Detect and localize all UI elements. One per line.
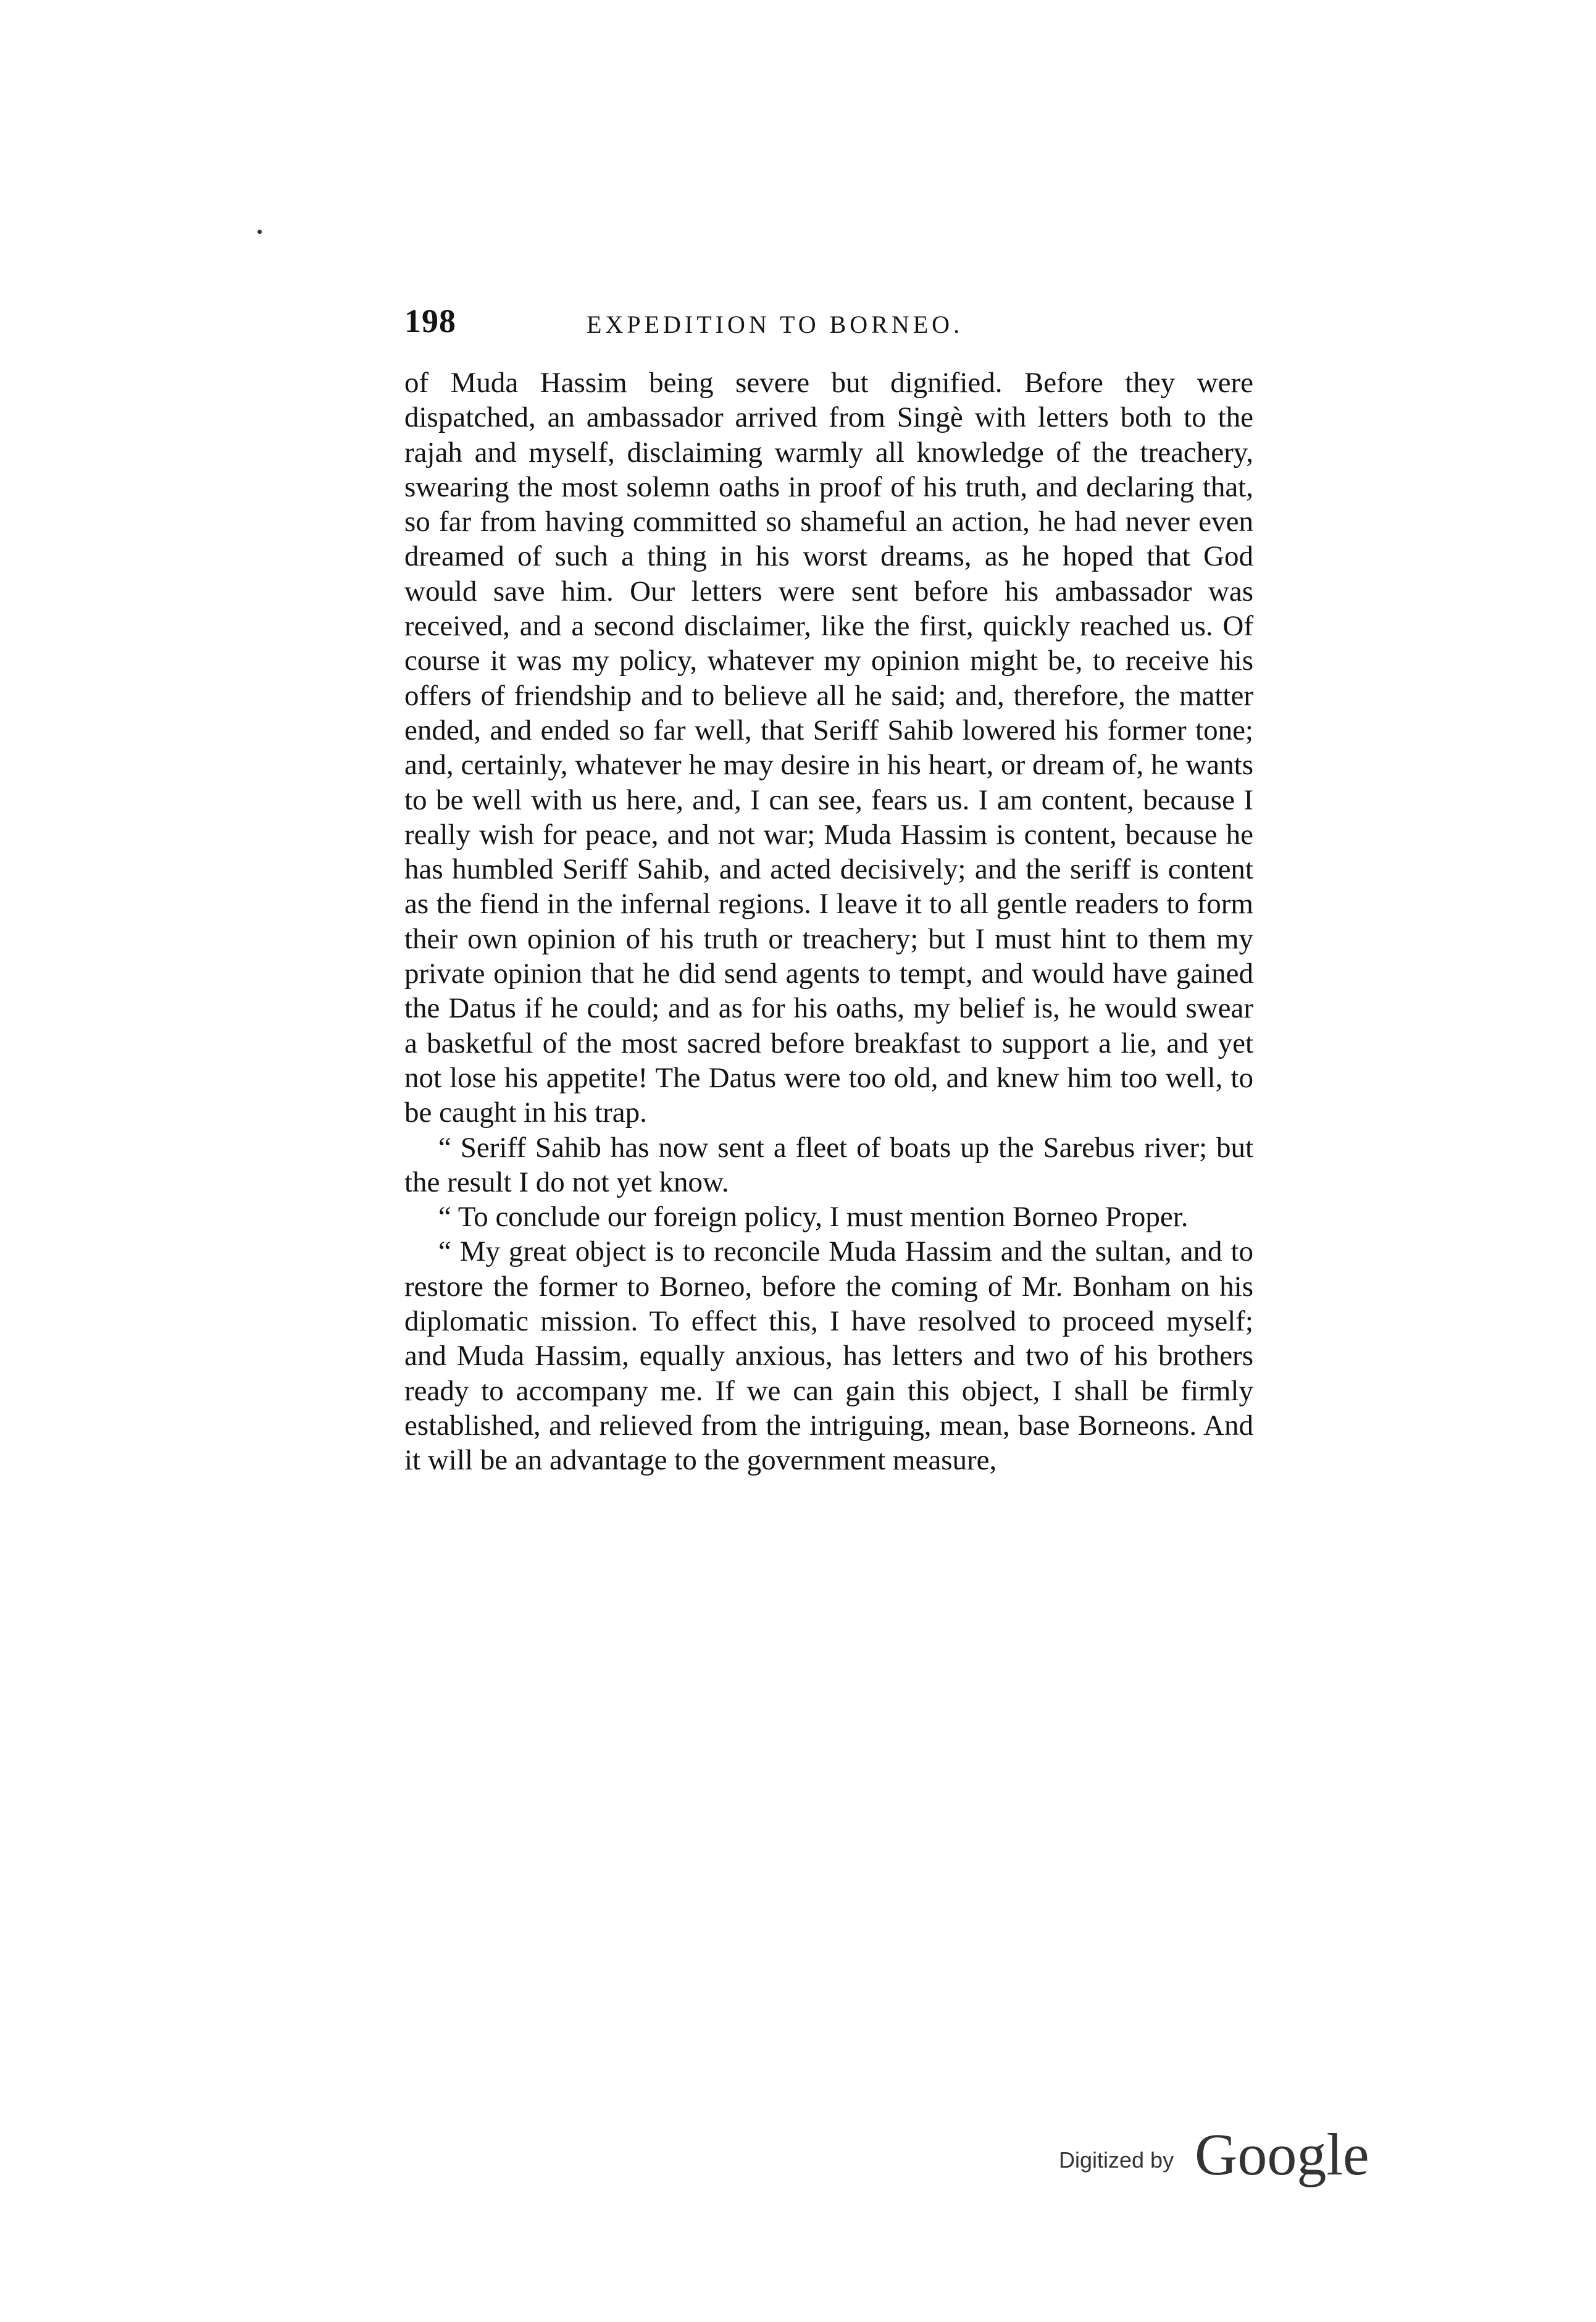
paragraph: “ To conclude our foreign policy, I must mention Borneo Proper. — [438, 1201, 1189, 1234]
page-number: 198 — [404, 303, 456, 340]
paragraph: “ Seriff Sahib has now sent a fleet of boats up the Sarebus river; but the result I do not yet know. — [404, 1131, 1253, 1198]
body-text — [404, 365, 1253, 1478]
google-logo: Google — [1195, 2121, 1369, 2187]
paragraph: of Muda Hassim being severe but dignified. Before they were dispatched, an ambassador arrived from Singè with letters both to the rajah and myself, disclaiming warmly all knowledge of the treachery, swearing the most solemn oaths in proof of his truth, and declaring that, so far from having committed so shameful an action, he had never even dreamed of such a thing in his worst dreams, as he hoped that God would save him. Our letters were sent before his ambassador was received, and a second disclaimer, like the first, quickly reached us. Of course it was my policy, whatever my opinion might be, to receive his offers of friendship and to believe all he said; and, therefore, the matter ended, and ended so far well, that Seriff Sahib lowered his former tone; and, certainly, whatever he may desire in his heart, or dream of, he wants to be well with us here, and, I can see, fears us. I am content, because I really wish for peace, and not war; Muda Hassim is content, because he has humbled Seriff Sahib, and acted decisively; and the seriff is content as the fiend in the infernal regions. I leave it to all gentle readers to form their own opinion of his truth or treachery; but I must hint to them my private opinion that he did send agents to tempt, and would have gained the Datus if he could; and as for his oaths, my belief is, he would swear a basketful of the most sacred before breakfast to support a lie, and yet not lose his appetite! The Datus were too old, and knew him too well, to be caught in his trap. — [404, 367, 1253, 1129]
scan-speck — [257, 230, 262, 234]
digitized-by-label: Digitized by — [1059, 2147, 1174, 2173]
paragraph: “ My great object is to reconcile Muda Hassim and the sultan, and to restore the former to Borneo, before the coming of Mr. Bonham on his diplomatic mission. To effect this, I have resolved to proceed myself; and Muda Hassim, equally anxious, has letters and two of his brothers ready to accompany me. If we can gain this object, I shall be firmly established, and relieved from the intriguing, mean, base Borneons. And it will be an advantage to the government measure, — [404, 1235, 1253, 1477]
page-header — [404, 296, 1269, 346]
running-head: EXPEDITION TO BORNEO. — [587, 311, 964, 338]
digitization-watermark — [1059, 2121, 1405, 2192]
